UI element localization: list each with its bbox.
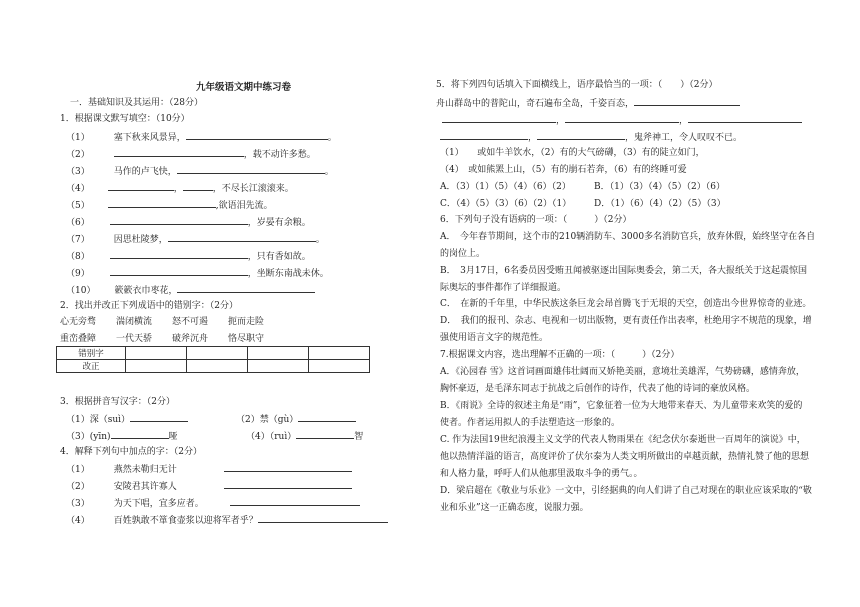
q3-item: （1）深（suì） (66, 412, 188, 426)
q2-label: 2．找出并改正下列成语中的错别字：（2分） (60, 301, 238, 311)
answer-blank[interactable] (634, 96, 740, 106)
q1-item: （5） ,欲语泪先流。 (66, 198, 273, 212)
q4-item: （2） 安陵君其许寡人 (66, 479, 352, 493)
answer-choice-a[interactable]: A．《沁园春 雪》这首词画面雄伟壮阔而又娇艳美丽，意境壮美雄浑，气势磅礴，感情奔放， (440, 367, 805, 377)
q4-item: （1） 燕然未勒归无计 (66, 462, 352, 476)
q5-line: 舟山群岛中的普陀山，奇石遍布全岛，千姿百态， (436, 96, 740, 110)
answer-choice-c-cont: 他以热情洋溢的语言，高度评价了伏尔泰为人类文明所做出的卓越贡献，热情礼赞了他的思想 (440, 452, 810, 462)
q1-item: （2） ，载不动许多愁。 (66, 147, 316, 161)
q5-options: （4） 或如熊罴上山，（5）有的崩石若奔，（6）有的终睡可爱 (440, 165, 687, 175)
answer-blank[interactable] (296, 429, 354, 439)
q1-item: （4） ， ，不尽长江滚滚来。 (66, 181, 294, 195)
answer-choice-b-cont: 际奥坛的事件都作了详细报道。 (440, 283, 567, 293)
table-header: 错别字 (57, 347, 126, 360)
answer-choice-a-cont: 胸怀豪迈，是毛泽东同志于抗战之后创作的诗作，代表了他的诗词的豪放风格。 (440, 384, 756, 394)
answer-blank[interactable] (565, 113, 679, 123)
answer-choice-c[interactable]: C．（4）（5）（3）（6）（2）（1） (440, 199, 572, 209)
q4-item: （4） 百姓孰敢不箪食壶浆以迎将军者乎？ (66, 513, 388, 527)
answer-blank[interactable] (258, 513, 388, 523)
answer-choice-d[interactable]: D．梁启超在《敬业与乐业》一文中，引经据典的向人们讲了自己对现在的职业应该采取的“敬 (440, 486, 812, 496)
table-cell[interactable] (187, 360, 248, 373)
section-heading: 一．基础知识及其运用：（28分） (70, 98, 203, 108)
table-cell[interactable] (309, 347, 370, 360)
answer-choice-c-cont: 和人格力量，呼吁人们从他那里汲取斗争的勇气。。 (440, 469, 643, 479)
q1-item: （7） 因思杜陵梦， 。 (66, 232, 325, 246)
answer-choice-d[interactable]: D． 我们的报刊、杂志、电视和一切出版物，更有责任作出表率，杜绝用字不规范的现象，增 (440, 316, 812, 326)
q1-item: （10） 簌簌衣巾枣花， (66, 283, 315, 297)
q5-options: （1） 或如牛羊饮水，（2）有的大气磅礴，（3）有的陡立如门， (440, 148, 705, 158)
answer-blank[interactable] (298, 412, 356, 422)
answer-choice-b[interactable]: B．（1）（3）（4）（5）（2）（6） (594, 182, 725, 192)
answer-choice-c[interactable]: C． 在新的千年里，中华民族这条巨龙会昂首腾飞于无垠的天空，创造出今世界惊奇的业迹。 (440, 299, 812, 309)
page-title: 九年级语文期中练习卷 (196, 82, 292, 93)
answer-blank[interactable] (442, 113, 556, 123)
answer-blank[interactable] (688, 113, 802, 123)
q5-line: ， ，鬼斧神工，令人叹叹不已。 (440, 130, 742, 144)
answer-choice-b[interactable]: B．《雨说》全诗的叙述主角是“雨”，它象征着一位为大地带来春天、为儿童带来欢笑的爱的 (440, 401, 803, 411)
q1-item: （1） 塞下秋来风景异， 。 (66, 130, 337, 144)
q7-label: 7.根据课文内容，选出理解不正确的一项：（ ）（2分） (440, 350, 680, 360)
q4-label: 4．解释下列句中加点的字：（2分） (60, 447, 202, 457)
answer-blank[interactable] (114, 147, 244, 157)
q5-label: 5．将下列四句话填入下面横线上，语序最恰当的一项：（ ）（2分） (436, 80, 718, 90)
answer-blank[interactable] (168, 232, 316, 242)
answer-choice-a[interactable]: A．（3）（1）（5）（4）（6）（2） (440, 182, 571, 192)
q3-item: （3）(yīn) 哑 (66, 429, 178, 443)
answer-choice-b-cont: 使者。作者运用拟人的手法塑造这一形象的。 (440, 418, 621, 428)
answer-blank[interactable] (224, 462, 352, 472)
q6-label: 6．下列句子没有语病的一项：（ ）（2分） (440, 215, 632, 225)
q5-line: ， ， (442, 113, 802, 127)
answer-blank[interactable] (130, 412, 188, 422)
answer-blank[interactable] (230, 496, 360, 506)
q1-item: （6） ，岁晏有余粮。 (66, 215, 311, 229)
q3-item: （2）禁（gù） (236, 412, 356, 426)
answer-blank[interactable] (224, 479, 352, 489)
answer-blank[interactable] (177, 164, 325, 174)
q3-label: 3．根据拼音写汉字：（2分） (60, 397, 175, 407)
answer-choice-b[interactable]: B． 3月17日，6名委员因受贿丑闻被驱逐出国际奥委会，第二天，各大报纸关于这起震惊国 (440, 266, 808, 276)
q1-label: 1．根据课文默写填空：（10分） (60, 114, 190, 124)
answer-choice-c[interactable]: C. 作为法国19世纪浪漫主义文学的代表人物雨果在《纪念伏尔泰逝世一百周年的演说》中， (440, 435, 806, 445)
answer-blank[interactable] (537, 130, 625, 140)
idiom-row: 心无旁骛 湍闭横流 怒不可遏 扼而走险 (60, 317, 265, 327)
q1-item: （8） ，只有香如故。 (66, 249, 311, 263)
q1-item: （3） 马作的卢飞快， 。 (66, 164, 334, 178)
table-cell[interactable] (309, 360, 370, 373)
q1-item: （9） ，坐断东南战未休。 (66, 266, 329, 280)
answer-choice-a-cont: 的岗位上。 (440, 249, 486, 259)
q4-item: （3） 为天下唱，宜多应者。 (66, 496, 360, 510)
table-cell[interactable] (248, 360, 309, 373)
table-cell[interactable] (126, 347, 187, 360)
answer-blank[interactable] (110, 266, 248, 276)
idiom-row: 重峦叠障 一代天骄 破斧沉舟 恪尽职守 (60, 334, 265, 344)
answer-blank[interactable] (111, 429, 169, 439)
answer-choice-d-cont: 业和乐业”这一正确态度，说服力强。 (440, 503, 589, 513)
answer-blank[interactable] (110, 215, 248, 225)
answer-choice-d[interactable]: D．（1）（6）（4）（2）（5）（3） (594, 199, 726, 209)
answer-blank[interactable] (186, 130, 328, 140)
table-cell[interactable] (126, 360, 187, 373)
answer-blank[interactable] (183, 181, 213, 191)
q3-item: （4）（ruì） 智 (246, 429, 363, 443)
table-header: 改正 (57, 360, 126, 373)
answer-choice-a[interactable]: A． 今年春节期间，这个市的210辆消防车、3000多名消防官兵，放弃休假，始终坚守在各自 (440, 232, 816, 242)
table-cell[interactable] (187, 347, 248, 360)
answer-blank[interactable] (108, 198, 216, 208)
correction-table (56, 346, 370, 373)
answer-blank[interactable] (110, 249, 248, 259)
answer-blank[interactable] (440, 130, 528, 140)
answer-blank[interactable] (108, 181, 174, 191)
table-cell[interactable] (248, 347, 309, 360)
answer-blank[interactable] (177, 283, 315, 293)
answer-choice-d-cont: 强使用语言文字的规范性。 (440, 333, 549, 343)
